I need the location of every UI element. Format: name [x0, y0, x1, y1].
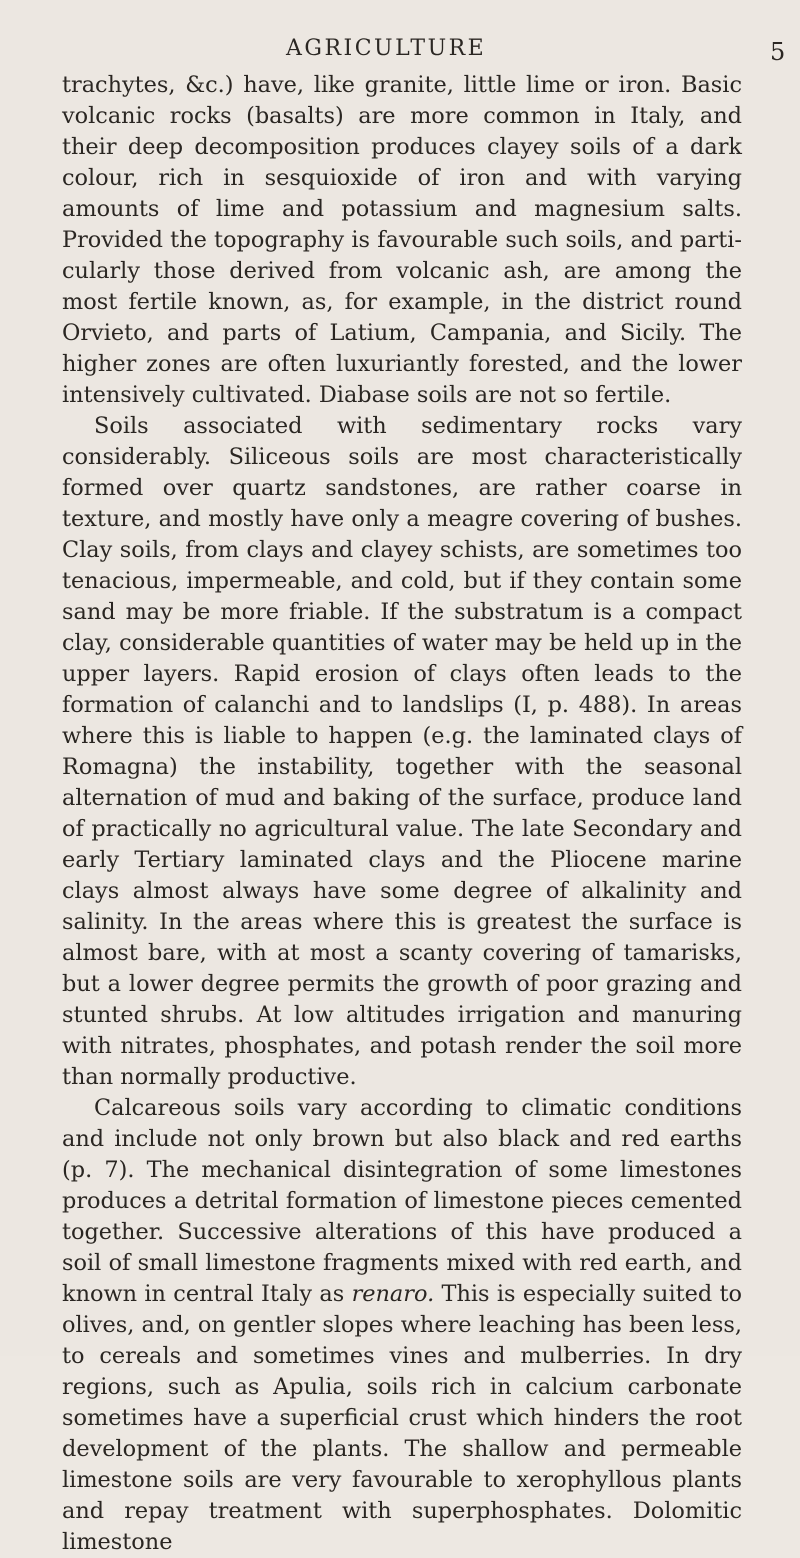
running-title: AGRICULTURE — [286, 36, 487, 61]
body-text — [62, 70, 742, 1558]
page-header — [0, 36, 800, 72]
calcareous-text-end: This is especially suited to olives, and, on gentler slopes where leaching has been less, to cereals and sometimes vines and mulberries. In dry regions, such as Apulia, soils rich in calcium carbonate sometimes have a superficial crust which hinders the root development of the plants. The shallow and permeable limestone soils are very favourable to xerophyllous plants and repay treatment with superphosphates. Dolomitic limestone — [62, 1281, 742, 1555]
page-number: 5 — [770, 38, 786, 66]
italic-term-renaro: renaro. — [351, 1281, 435, 1307]
paragraph-calcareous-soils — [62, 1093, 742, 1558]
paragraph-sedimentary-soils: Soils associated with sedimentary rocks vary considerably. Siliceous soils are most characteristically formed over quartz sandstones, are rather coarse in texture, and mostly have only a meagre covering of bushes. Clay soils, from clays and clayey schists, are sometimes too tenacious, impermeable, and cold, but if they contain some sand may be more friable. If the substratum is a compact clay, considerable quantities of water may be held up in the upper layers. Rapid erosion of clays often leads to the formation of calanchi and to landslips (I, p. 488). In areas where this is liable to happen (e.g. the laminated clays of Romagna) the instability, together with the seasonal alternation of mud and baking of the surface, produce land of practically no agricultural value. The late Secondary and early Tertiary laminated clays and the Pliocene marine clays almost always have some degree of alkalinity and salinity. In the areas where this is greatest the surface is almost bare, with at most a scanty covering of tamarisks, but a lower degree permits the growth of poor grazing and stunted shrubs. At low altitudes irrigation and manuring with nitrates, phosphates, and potash render the soil more than normally productive. — [62, 413, 742, 1090]
calcareous-text-start: Calcareous soils vary according to climatic conditions and include not only brown but also black and red earths (p. 7). The mechanical disintegration of some limestones produces a detrital formation of limestone pieces cemented together. Successive alterations of this have produced a soil of small limestone fragments mixed with red earth, and known in central Italy as — [62, 1095, 742, 1307]
paragraph-volcanic-soils: trachytes, &c.) have, like granite, little lime or iron. Basic volcanic rocks (basalts) are more common in Italy, and their deep decomposition produces clayey soils of a dark colour, rich in sesquioxide of iron and with varying amounts of lime and potassium and magnesium salts. Provided the topography is favourable such soils, and particularly those derived from volcanic ash, are among the most fertile known, as, for example, in the district round Orvieto, and parts of Latium, Campania, and Sicily. The higher zones are often luxuriantly forested, and the lower intensively cultivated. Diabase soils are not so fertile. — [62, 72, 742, 408]
